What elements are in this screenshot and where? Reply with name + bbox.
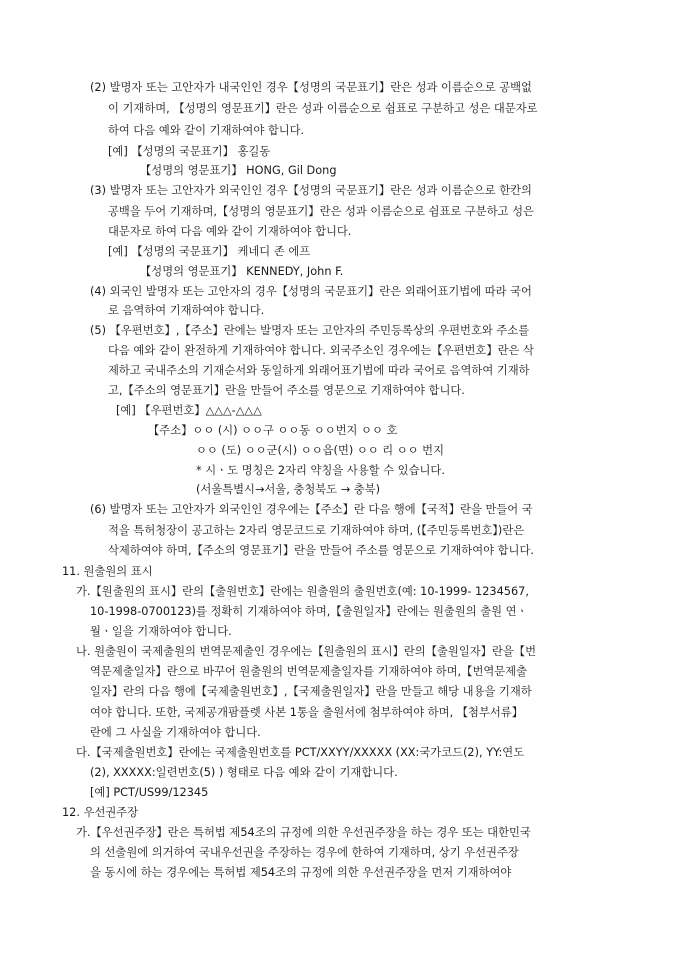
line-11na-2: 역문제출일자】란으로 바꾸어 원출원의 번역문제출일자를 기재하여야 하며,【번역문제출 <box>90 665 528 678</box>
line-item4-1: (4) 외국인 발명자 또는 고안자의 경우【성명의 국문표기】란은 외래어표기법에 따라 국어 <box>90 285 532 298</box>
line-11da-example: [예] PCT/US99/12345 <box>90 786 209 799</box>
section-11-heading: 11. 원출원의 표시 <box>62 565 153 578</box>
line-item5-example-5: (서울특별시→서울, 충청북도 → 충북) <box>196 483 380 496</box>
line-11da-2: (2), XXXXX:일련번호(5) ) 형태로 다음 예와 같이 기재합니다. <box>90 766 398 779</box>
line-11na-3: 일자】란의 다음 행에【국제출원번호】,【국제출원일자】란을 만들고 해당 내용을 기재하 <box>90 685 532 698</box>
line-item6-3: 삭제하여야 하며,【주소의 영문표기】란을 만들어 주소를 영문으로 기재하여야 합니다. <box>108 544 534 557</box>
line-item6-1: (6) 발명자 또는 고안자가 외국인인 경우에는【주소】란 다음 행에【국적】란을 만들어 국 <box>90 503 533 516</box>
line-item5-example-2: 【주소】ㅇㅇ (시) ㅇㅇ구 ㅇㅇ동 ㅇㅇ번지 ㅇㅇ 호 <box>148 424 398 437</box>
line-item3-3: 대문자로 하여 다음 예와 같이 기재하여야 합니다. <box>108 225 352 238</box>
line-12ga-3: 을 동시에 하는 경우에는 특허법 제54조의 규정에 의한 우선권주장을 먼저 기재하여야 <box>90 866 512 879</box>
line-11da-1: 다.【국제출원번호】란에는 국제출원번호를 PCT/XXYY/XXXXX (XX:국가코드(2), YY:연도 <box>76 746 525 759</box>
line-item3-1: (3) 발명자 또는 고안자가 외국인인 경우【성명의 국문표기】란은 성과 이름순으로 한칸의 <box>90 184 532 197</box>
line-11na-4: 여야 합니다. 또한, 국제공개팜플렛 사본 1통을 출원서에 첨부하여야 하며, 【첨부서류】 <box>90 706 523 719</box>
line-11na-5: 란에 그 사실을 기재하여야 합니다. <box>90 726 261 739</box>
line-11ga-1: 가.【원출원의 표시】란의【출원번호】란에는 원출원의 출원번호(예: 10-1999- 1234567, <box>76 585 529 598</box>
line-item3-example-2: 【성명의 영문표기】 KENNEDY, John F. <box>140 265 344 278</box>
line-item2-2: 이 기재하며, 【성명의 영문표기】란은 성과 이름순으로 쉼표로 구분하고 성은 대문자로 <box>108 102 538 115</box>
line-11na-1: 나. 원출원이 국제출원의 번역문제출인 경우에는【원출원의 표시】란의【출원일자】란을【번 <box>76 645 536 658</box>
line-item5-example-4: * 시ㆍ도 명칭은 2자리 약칭을 사용할 수 있습니다. <box>196 464 445 477</box>
line-11ga-2: 10-1998-0700123)를 정확히 기재하여야 하며,【출원일자】란에는 원출원의 출원 연ㆍ <box>90 605 528 618</box>
line-item3-example-1: [예] 【성명의 국문표기】 케네디 존 에프 <box>108 245 311 258</box>
line-item5-example-1: [예] 【우편번호】△△△-△△△ <box>116 404 262 417</box>
line-11ga-3: 월ㆍ일을 기재하여야 합니다. <box>90 625 232 638</box>
section-12-heading: 12. 우선권주장 <box>62 806 139 819</box>
line-item5-example-3: ㅇㅇ (도) ㅇㅇ군(시) ㅇㅇ읍(면) ㅇㅇ 리 ㅇㅇ 번지 <box>196 444 445 457</box>
line-item2-example-2: 【성명의 영문표기】 HONG, Gil Dong <box>140 164 337 177</box>
line-item5-2: 다음 예와 같이 완전하게 기재하여야 합니다. 외국주소인 경우에는【우편번호】란은 삭 <box>108 344 534 357</box>
line-item5-4: 고,【주소의 영문표기】란을 만들어 주소를 영문으로 기재하여야 합니다. <box>108 384 465 397</box>
line-item2-3: 하여 다음 예와 같이 기재하여야 합니다. <box>108 124 305 137</box>
line-item4-2: 로 음역하여 기재하여야 합니다. <box>108 304 265 317</box>
line-item5-1: (5) 【우편번호】,【주소】란에는 발명자 또는 고안자의 주민등록상의 우편번호와 주소를 <box>90 324 530 337</box>
line-12ga-2: 의 선출원에 의거하여 국내우선권을 주장하는 경우에 한하여 기재하며, 상기 우선권주장 <box>90 846 519 859</box>
line-item5-3: 제하고 국내주소의 기재순서와 동일하게 외래어표기법에 따라 국어로 음역하여 기재하 <box>108 364 530 377</box>
line-12ga-1: 가.【우선권주장】란은 특허법 제54조의 규정에 의한 우선권주장을 하는 경우 또는 대한민국 <box>76 826 531 839</box>
line-item6-2: 적을 특허청장이 공고하는 2자리 영문코드로 기재하여야 하며, (【주민등록번호】)란은 <box>108 524 525 537</box>
line-item2-example-1: [예] 【성명의 국문표기】 홍길동 <box>108 145 271 158</box>
line-item2-1: (2) 발명자 또는 고안자가 내국인인 경우【성명의 국문표기】란은 성과 이름순으로 공백없 <box>90 81 532 94</box>
line-item3-2: 공백을 두어 기재하며,【성명의 영문표기】란은 성과 이름순으로 쉼표로 구분하고 성은 <box>108 205 534 218</box>
